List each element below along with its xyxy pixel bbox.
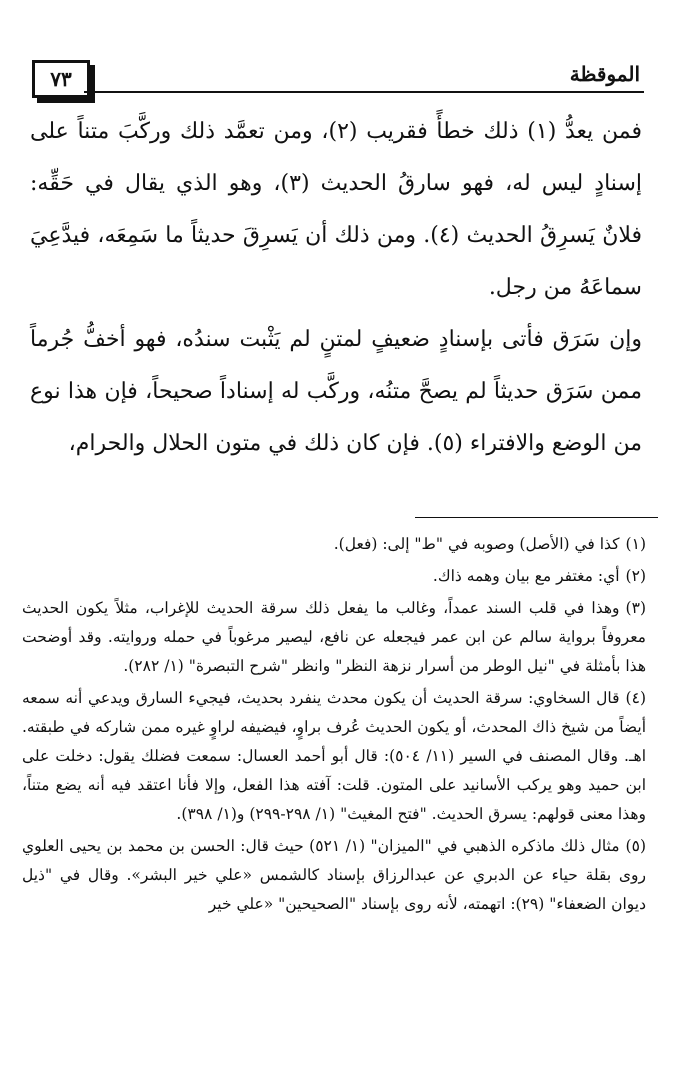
footnote-1 [22, 530, 646, 559]
page-header [0, 0, 680, 100]
footnote-number: (٥) [625, 837, 646, 855]
footnote-number: (٣) [625, 599, 646, 617]
body-paragraph-2: وإن سَرَق فأتى بإسنادٍ ضعيفٍ لمتنٍ لم يَثْبت سندُه، فهو أخفُّ جُرماً ممن سَرَق حديثاً لم يصحَّ متنُه، وركَّب له إسناداً صحيحاً، فإن هذا نوع من الوضع والافتراء (٥). فإن كان ذلك في متون الحلال والحرام، [30, 327, 642, 456]
footnotes [22, 530, 646, 922]
page-number: ٧٣ [50, 67, 72, 91]
footnote-number: (٤) [625, 689, 646, 707]
footnote-3 [22, 594, 646, 681]
footnote-text: وهذا في قلب السند عمداً، وغالب ما يفعل ذلك سرقة الحديث للإغراب، مثلاً يكون الحديث معروفاً برواية سالم عن ابن عمر فيجعله عن نافع، ليصير مرغوباً في حمله وروايته. وقد أوضحت هذا بأمثلة في "نيل الوطر من أسرار نزهة النظر" وانظر "شرح التبصرة" (١/ ٢٨٢). [22, 599, 646, 675]
footnote-2 [22, 562, 646, 591]
footnote-text: أي: مغتفر مع بيان وهمه ذاك. [432, 567, 620, 585]
footnote-separator [415, 517, 658, 518]
main-text [30, 106, 642, 470]
footnote-number: (٢) [625, 567, 646, 585]
footnote-5 [22, 832, 646, 919]
footnote-number: (١) [625, 535, 646, 553]
footnote-text: كذا في (الأصل) وصوبه في "ط" إلى: (فعل). [333, 535, 620, 553]
footnote-4 [22, 684, 646, 829]
footnote-text: قال السخاوي: سرقة الحديث أن يكون محدث ينفرد بحديث، فيجيء السارق ويدعي أنه سمعه أيضاً من شيخ ذاك المحدث، أو يكون الحديث عُرف براوٍ، فيضيفه لراوٍ غيره ممن شاركه في طبقته. اهـ. وقال المصنف في السير (١١/ ٥٠٤): قال أبو أحمد العسال: سمعت فضلك يقول: دخلت على ابن حميد وهو يركب الأسانيد على المتون. قلت: آفته هذا الفعل، وإلا فأنا اعتقد فيه أنه يضع متناً، وهذا معنى قولهم: يسرق الحديث. "فتح المغيث" (١/ ٢٩٨-٢٩٩) و(١/ ٣٩٨). [22, 689, 647, 823]
page-number-box [32, 60, 90, 98]
footnote-text: مثال ذلك ماذكره الذهبي في "الميزان" (١/ ٥٢١) حيث قال: الحسن بن محمد بن يحيى العلوي روى بقلة حياء عن الدبري عن عبدالرزاق بإسناد كالشمس «علي خير البشر». وقال في "ذيل ديوان الضعفاء" (٢٩): اتهمته، لأنه روى بإسناد "الصحيحين" «علي خير [22, 837, 646, 913]
body-paragraph-1: فمن يعدُّ (١) ذلك خطأً فقريب (٢)، ومن تعمَّد ذلك وركَّبَ متناً على إسنادٍ ليس له، فهو سارقُ الحديث (٣)، وهو الذي يقال في حَقِّه: فلانٌ يَسرِقُ الحديث (٤). ومن ذلك أن يَسرِقَ حديثاً ما سَمِعَه، فيدَّعِيَ سماعَهُ من رجل. [30, 119, 642, 300]
running-title: الموقظة [569, 62, 640, 86]
header-rule [84, 91, 644, 93]
